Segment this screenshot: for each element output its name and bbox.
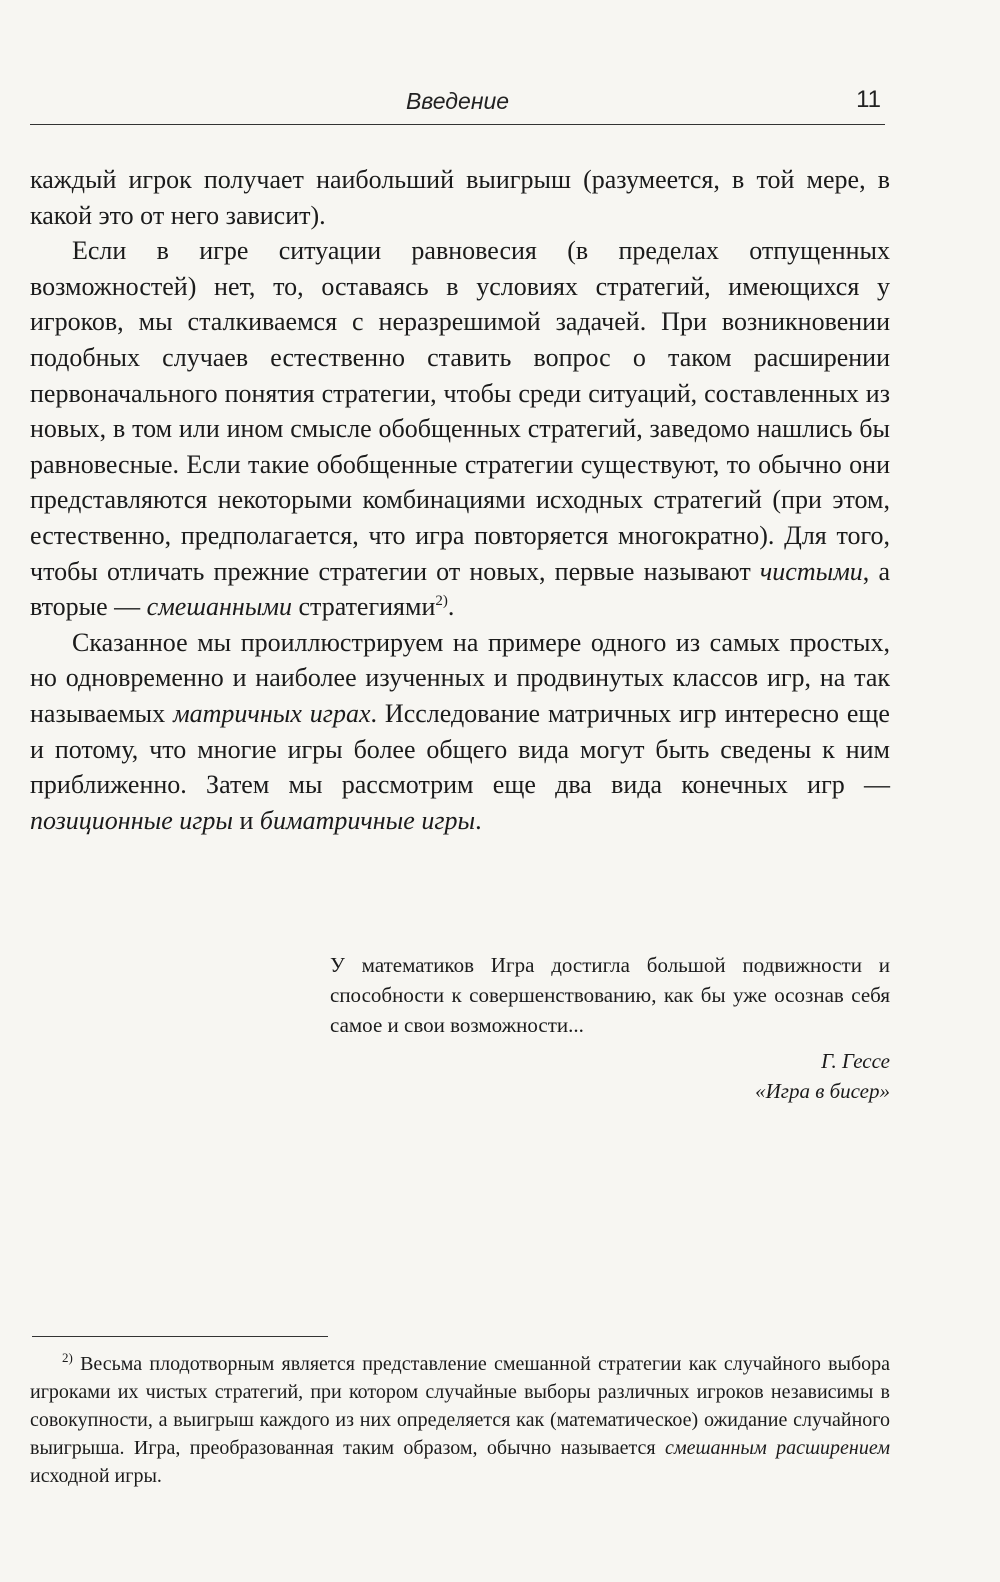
page-number: 11 [856,86,881,113]
text-run: стратегиями [291,592,436,622]
epigraph-author: Г. Гессе [821,1049,890,1073]
term-mixed-extension: смешанным расширением [664,1437,890,1459]
paragraph-3 [30,625,890,839]
footnote-divider [32,1336,328,1337]
footnote-marker: 2) [62,1350,73,1365]
text-run: и [233,805,260,835]
text-run: . [475,805,482,835]
text-run: Если в игре ситуации равновесия (в пределах отпущенных возможностей) нет, то, оставаясь в условиях стратегий, имеющихся у игроков, мы сталкиваемся с неразрешимой задачей. При возникновении подобных случаев естественно ставить вопрос о таком расширении первоначального понятия стратегии, чтобы среди ситуаций, составленных из новых, в том или ином смысле обобщенных стратегий, заведомо нашлись бы равновесные. Если такие обобщенные стратегии существуют, то обычно они представляются некоторыми комбинациями исходных стратегий (при этом, естественно, предполагается, что игра повторяется многократно). Для того, чтобы отличать прежние стратегии от новых, первые называют [30,236,890,586]
running-title: Введение [405,88,510,114]
term-mixed: смешанными [146,592,292,622]
term-pure: чистыми [759,556,863,586]
text-run: . Исследование матричных игр интересно еще и потому, что многие игры более общего вида могут быть сведены к ним приближенно. Затем мы рассмотрим еще два вида конечных игр — [30,698,890,800]
footnote [30,1350,890,1490]
text-run: исходной игры. [30,1465,162,1487]
epigraph [330,950,890,1106]
term-positional-games: позиционные игры [30,805,233,835]
text-run: . [447,592,455,622]
epigraph-text: У математиков Игра достигла большой подвижности и способности к совершенствованию, как бы уже осознав себя самое и свои возможности... [330,953,890,1037]
term-matrix-games: матричных играх [173,698,371,728]
main-text [30,162,890,838]
epigraph-source: «Игра в бисер» [755,1079,890,1103]
term-bimatrix-games: биматричные игры [259,805,476,835]
paragraph-2 [30,233,890,625]
text-run: Сказанное мы проиллюстрируем на примере одного из самых простых, но одновременно и наиболее изученных и продвинутых классов игр, на так называемых [30,627,890,728]
page-header [30,84,885,125]
footnote-reference: 2) [435,593,448,610]
text-run: , а вторые — [30,556,891,622]
paragraph-1 [30,162,890,233]
text-run: каждый игрок получает наибольший выигрыш (разумеется, в той мере, в какой это от него зависит). [30,165,890,230]
text-run: Весьма плодотворным является представление смешанной стратегии как случайного выбора игроками их чистых стратегий, при котором случайные выборы различных игроков независимы в совокупности, а выигрыш каждого из них определяется как (математическое) ожидание случайного выигрыша. Игра, преобразованная таким образом, обычно называется [30,1353,890,1459]
